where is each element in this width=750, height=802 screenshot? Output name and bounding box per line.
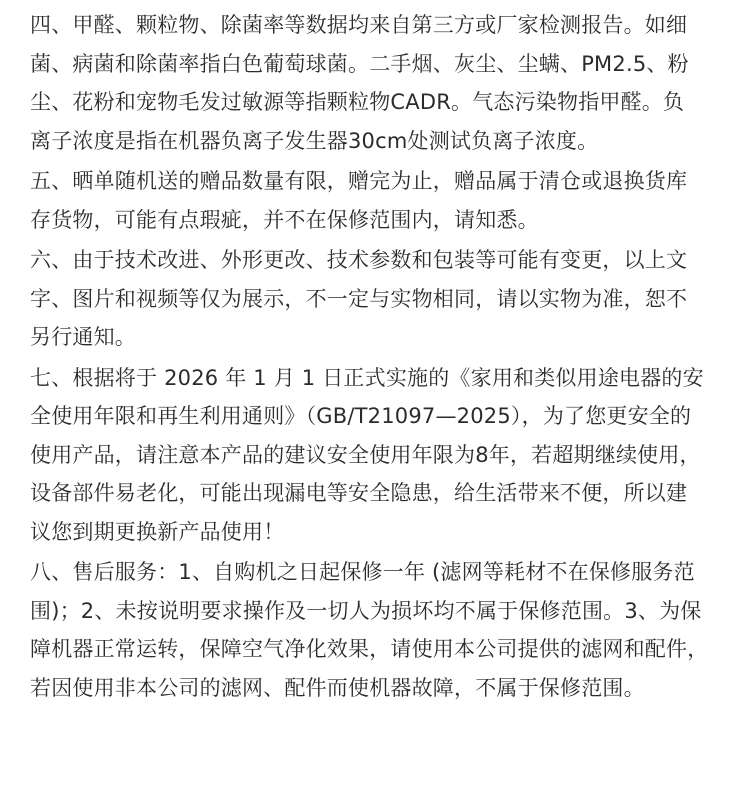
text-line: 六、由于技术改进、外形更改、技术参数和包装等可能有变更，以上文 (30, 248, 688, 272)
text-line: 使用产品，请注意本产品的建议安全使用年限为8年，若超期继续使用， (30, 442, 701, 467)
section-six (30, 241, 722, 357)
text-line: 四、甲醛、颗粒物、除菌率等数据均来自第三方或厂家检测报告。如细 (30, 13, 688, 37)
text-line: 离子浓度是指在机器负离子发生器30cm处测试负离子浓度。 (30, 128, 599, 153)
text-line: 尘、花粉和宠物毛发过敏源等指颗粒物CADR。气态污染物指甲醛。负 (30, 90, 685, 114)
text-line: 另行通知。 (30, 325, 136, 349)
text-line: 五、晒单随机送的赠品数量有限，赠完为止，赠品属于清仓或退换货库 (30, 169, 688, 193)
section-four (30, 6, 722, 160)
section-five (30, 162, 722, 239)
text-line: 八、售后服务：1、自购机之日起保修一年 (滤网等耗材不在保修服务范 (30, 560, 695, 584)
text-line: 存货物，可能有点瑕疵，并不在保修范围内，请知悉。 (30, 207, 539, 232)
text-line: 菌、病菌和除菌率指白色葡萄球菌。二手烟、灰尘、尘螨、PM2.5、粉 (30, 51, 689, 76)
text-line: 围)；2、未按说明要求操作及一切人为损坏均不属于保修范围。3、为保 (30, 598, 702, 623)
section-eight (30, 553, 722, 707)
text-line: 全使用年限和再生利用通则》（GB/T21097—2025），为了您更安全的 (30, 404, 692, 428)
text-line: 七、根据将于 2026 年 1 月 1 日正式实施的《家用和类似用途电器的安 (30, 365, 704, 390)
text-line: 若因使用非本公司的滤网、配件而使机器故障，不属于保修范围。 (30, 675, 645, 700)
section-seven (30, 359, 722, 552)
text-line: 设备部件易老化，可能出现漏电等安全隐患，给生活带来不便，所以建 (30, 481, 688, 505)
text-line: 障机器正常运转，保障空气净化效果，请使用本公司提供的滤网和配件， (30, 637, 709, 661)
text-line: 字、图片和视频等仅为展示，不一定与实物相同，请以实物为准，恕不 (30, 286, 688, 311)
text-line: 议您到期更换新产品使用！ (30, 519, 285, 544)
